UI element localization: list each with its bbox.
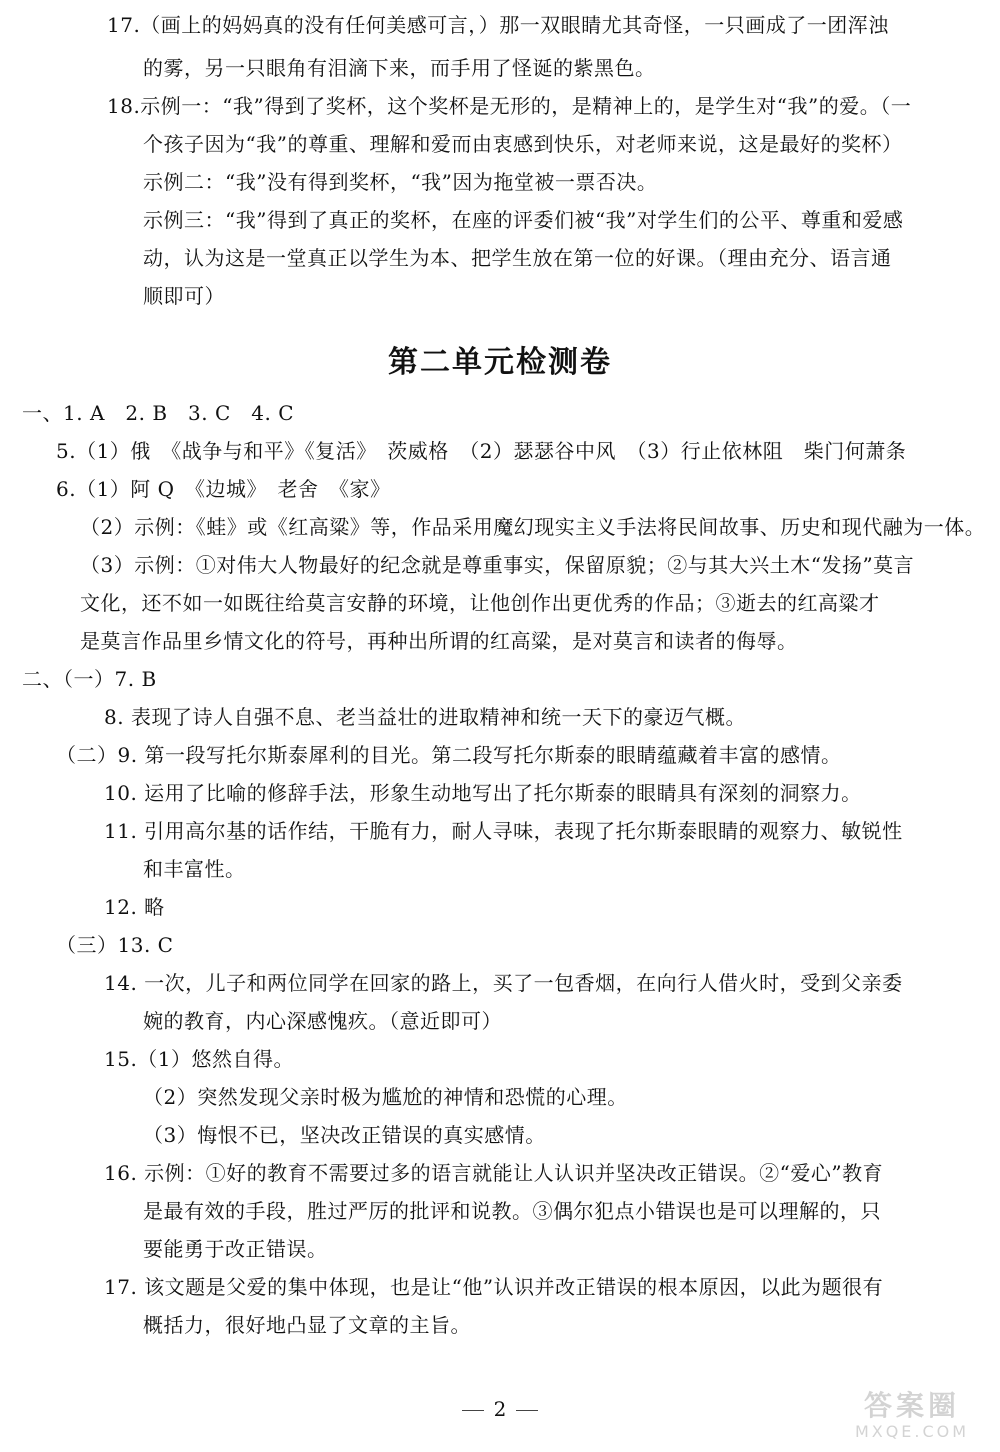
answer-16-line-3: 要能勇于改正错误。 <box>143 1237 328 1261</box>
watermark-sub-text: MXQE.COM <box>854 1422 970 1441</box>
answer-14-line-1: 14. 一次，儿子和两位同学在回家的路上，买了一包香烟，在向行人借火时，受到父亲委 <box>104 971 903 995</box>
answer-17-line-2-b: 概括力，很好地凸显了文章的主旨。 <box>143 1313 471 1337</box>
answer-8: 8. 表现了诗人自强不息、老当益壮的进取精神和统一天下的豪迈气概。 <box>104 705 746 729</box>
answer-6-part-1: 6.（1）阿 Q 《边城》 老舍 《家》 <box>56 477 391 501</box>
answer-5: 5.（1）俄 《战争与和平》《复活》 茨威格 （2）瑟瑟谷中风 （3）行止依林阻 柴门何萧条 <box>56 439 907 463</box>
answer-18-example-3-line-1: 示例三：“我”得到了真正的奖杯，在座的评委们被“我”对学生们的公平、尊重和爱感 <box>143 208 904 232</box>
answer-18-example-3-line-3: 顺即可） <box>143 284 225 308</box>
page-number-dash-left <box>462 1410 484 1411</box>
answer-15-part-2: （2）突然发现父亲时极为尴尬的神情和恐慌的心理。 <box>143 1085 628 1109</box>
answer-10: 10. 运用了比喻的修辞手法，形象生动地写出了托尔斯泰的眼睛具有深刻的洞察力。 <box>104 781 862 805</box>
answer-17-line-2: 的雾，另一只眼角有泪滴下来，而手用了怪诞的紫黑色。 <box>143 56 656 80</box>
answer-11-line-1: 11. 引用高尔基的话作结，干脆有力，耐人寻味，表现了托尔斯泰眼睛的观察力、敏锐性 <box>104 819 903 843</box>
answer-18-line-2: 个孩子因为“我”的尊重、理解和爱而由衷感到快乐，对老师来说，这是最好的奖杯） <box>143 132 903 156</box>
answer-17-line-1: 17.（画上的妈妈真的没有任何美感可言，）那一双眼睛尤其奇怪，一只画成了一团浑浊 <box>107 13 889 37</box>
answer-15-part-3: （3）悔恨不已，坚决改正错误的真实感情。 <box>143 1123 546 1147</box>
section-title: 第二单元检测卷 <box>388 345 612 380</box>
watermark-main-text: 答案圈 <box>863 1389 960 1422</box>
answer-11-line-2: 和丰富性。 <box>143 857 246 881</box>
watermark-logo <box>842 1390 982 1448</box>
answer-9: （二）9. 第一段写托尔斯泰犀利的目光。第二段写托尔斯泰的眼睛蕴藏着丰富的感情。 <box>56 743 842 767</box>
answer-18-example-2: 示例二：“我”没有得到奖杯，“我”因为拖堂被一票否决。 <box>143 170 658 194</box>
answer-13: （三）13. C <box>56 933 174 957</box>
answer-18-example-3-line-2: 动，认为这是一堂真正以学生为本、把学生放在第一位的好课。（理由充分、语言通 <box>143 246 892 270</box>
answer-6-part-2: （2）示例：《蛙》或《红高粱》等，作品采用魔幻现实主义手法将民间故事、历史和现代融为一体。 <box>80 515 986 539</box>
part-2-answer-7: 二、（一）7. B <box>22 667 157 691</box>
page-number-text: 2 <box>493 1397 507 1421</box>
answer-6-part-3-line-1: （3）示例：①对伟大人物最好的纪念就是尊重事实，保留原貌；②与其大兴土木“发扬”莫言 <box>80 553 915 577</box>
answer-16-line-1: 16. 示例：①好的教育不需要过多的语言就能让人认识并坚决改正错误。②“爱心”教育 <box>104 1161 884 1185</box>
answer-12: 12. 略 <box>104 895 165 919</box>
answer-15-part-1: 15.（1）悠然自得。 <box>104 1047 295 1071</box>
answer-6-part-3-line-2: 文化，还不如一如既往给莫言安静的环境，让他创作出更优秀的作品；③逝去的红高粱才 <box>80 591 880 615</box>
answer-6-part-3-line-3: 是莫言作品里乡情文化的符号，再种出所谓的红高粱，是对莫言和读者的侮辱。 <box>80 629 798 653</box>
answer-17-line-1-b: 17. 该文题是父爱的集中体现，也是让“他”认识并改正错误的根本原因，以此为题很有 <box>104 1275 884 1299</box>
answer-18-line-1: 18.示例一：“我”得到了奖杯，这个奖杯是无形的，是精神上的，是学生对“我”的爱。（一 <box>107 94 912 118</box>
part-1-answers-1-4: 一、1. A 2. B 3. C 4. C <box>22 401 295 425</box>
page-number-dash-right <box>516 1410 538 1411</box>
answer-14-line-2: 婉的教育，内心深感愧疚。（意近即可） <box>143 1009 502 1033</box>
answer-16-line-2: 是最有效的手段，胜过严厉的批评和说教。③偶尔犯点小错误也是可以理解的，只 <box>143 1199 881 1223</box>
